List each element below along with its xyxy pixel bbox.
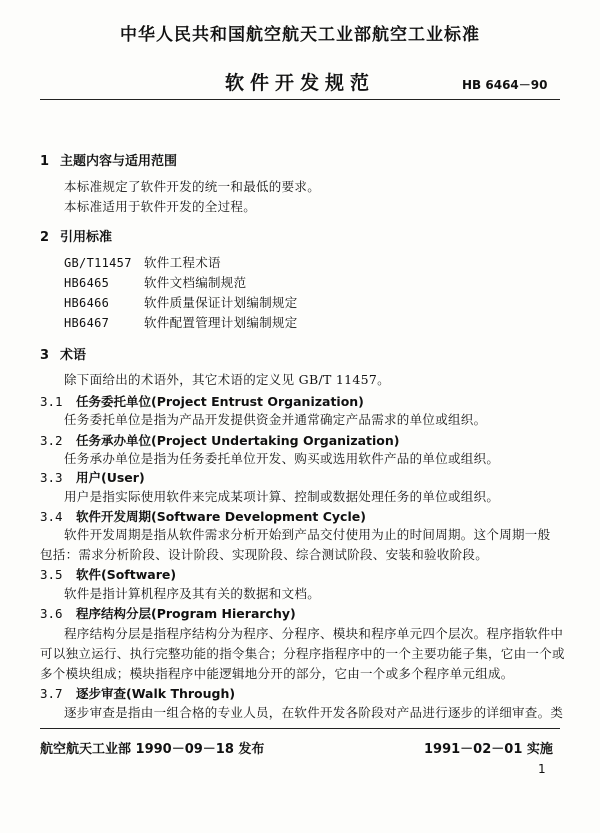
section-1-heading: 1 主题内容与适用范围 (40, 154, 178, 169)
term-definition: 程序结构分层是指程序结构分为程序、分程序、模块和程序单元四个层次。程序指软件中 (64, 626, 564, 641)
reference-item: HB6467 软件配置管理计划编制规定 (64, 315, 298, 330)
header-rule (40, 99, 560, 100)
term-definition: 软件开发周期是指从软件需求分析开始到产品交付使用为止的时间周期。这个周期一般 (64, 527, 551, 542)
section-3-intro: 除下面给出的术语外，其它术语的定义见 GB/T 11457。 (64, 372, 390, 387)
term-heading: 3.3 用户(User) (40, 470, 145, 485)
reference-item: HB6465 软件文档编制规范 (64, 275, 247, 290)
page-number: 1 (538, 762, 546, 776)
term-definition: 多个模块组成；模块指程序中能逻辑地分开的部分，它由一个或多个程序单元组成。 (40, 666, 514, 681)
term-heading: 3.5 软件(Software) (40, 567, 177, 582)
term-definition: 任务委托单位是指为产品开发提供资金并通常确定产品需求的单位或组织。 (64, 412, 487, 427)
section-1-line: 本标准规定了软件开发的统一和最低的要求。 (64, 179, 321, 194)
term-heading: 3.6 程序结构分层(Program Hierarchy) (40, 606, 296, 621)
term-heading: 3.7 逐步审查(Walk Through) (40, 686, 236, 701)
term-heading: 3.1 任务委托单位(Project Entrust Organization) (40, 394, 364, 409)
document-title: 软件开发规范 (224, 72, 375, 94)
footer-rule (40, 728, 560, 729)
term-definition: 可以独立运行、执行完整功能的指令集合；分程序指程序中的一个主要功能子集，它由一个或 (40, 646, 565, 661)
term-definition: 任务承办单位是指为任务委托单位开发、购买或选用软件产品的单位或组织。 (64, 451, 500, 466)
standard-code: HB 6464－90 (462, 78, 548, 92)
effective-date: 1991－02－01 实施 (424, 742, 553, 757)
term-heading: 3.2 任务承办单位(Project Undertaking Organization) (40, 433, 400, 448)
term-definition: 包括：需求分析阶段、设计阶段、实现阶段、综合测试阶段、安装和验收阶段。 (40, 547, 489, 562)
section-1-line: 本标准适用于软件开发的全过程。 (64, 199, 257, 214)
reference-item: GB/T11457 软件工程术语 (64, 255, 221, 270)
section-2-heading: 2 引用标准 (40, 230, 113, 245)
term-definition: 用户是指实际使用软件来完成某项计算、控制或数据处理任务的单位或组织。 (64, 489, 500, 504)
reference-item: HB6466 软件质量保证计划编制规定 (64, 295, 298, 310)
term-definition: 软件是指计算机程序及其有关的数据和文档。 (64, 586, 321, 601)
term-heading: 3.4 软件开发周期(Software Development Cycle) (40, 509, 366, 524)
section-3-heading: 3 术语 (40, 348, 87, 363)
term-definition: 逐步审查是指由一组合格的专业人员，在软件开发各阶段对产品进行逐步的详细审查。类 (64, 705, 564, 720)
issue-date: 航空航天工业部 1990－09－18 发布 (40, 742, 265, 757)
issuing-authority-header: 中华人民共和国航空航天工业部航空工业标准 (120, 25, 480, 45)
